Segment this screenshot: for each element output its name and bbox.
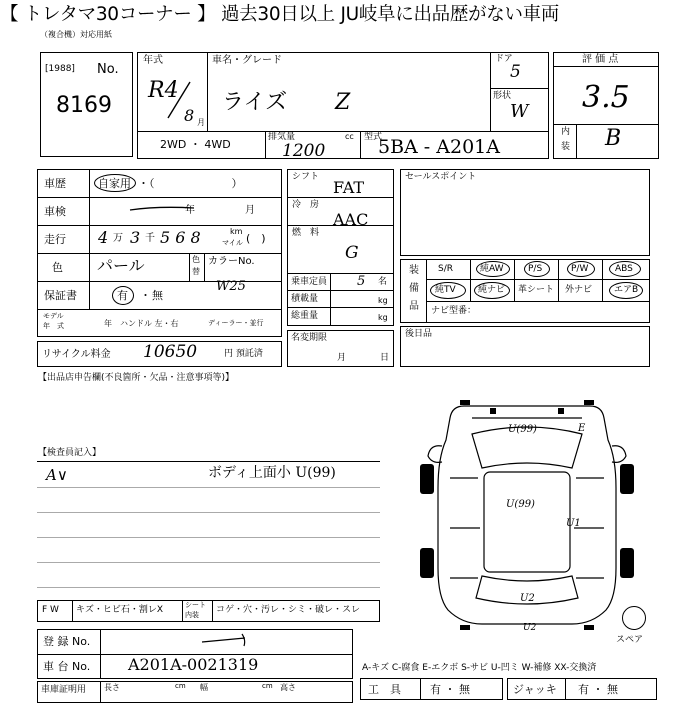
- garage-width: 幅: [200, 683, 208, 692]
- capacity-unit: 名: [378, 277, 388, 287]
- year-value: R4: [148, 78, 179, 103]
- mileage-unit-mile: マイル: [222, 239, 243, 247]
- load-label: 積載量: [291, 294, 319, 304]
- model-code-value: 5BA - A201A: [378, 136, 500, 158]
- history-value: 自家用: [98, 177, 131, 190]
- inspector-note-right: ボディ上面小 U(99): [208, 465, 336, 481]
- tools-value: 有 ・ 無: [430, 683, 470, 696]
- interior-label-1: 内: [561, 127, 571, 137]
- registration-dash: [200, 630, 260, 650]
- shift-label: シフト: [292, 172, 320, 182]
- mileage-man: 4: [98, 228, 109, 247]
- load-unit: kg: [378, 296, 388, 305]
- interior-label-2: 装: [561, 142, 571, 152]
- fw-codes: キズ・ヒビ石・割レX: [76, 605, 163, 615]
- mileage-sen: 3: [130, 228, 141, 247]
- seat-label-2: 内装: [185, 611, 199, 619]
- sales-point-box: [400, 169, 650, 256]
- car-name: ライズ: [222, 90, 288, 115]
- warranty-no: 無: [152, 289, 163, 302]
- doors-value: 5: [510, 62, 521, 82]
- color-value: パール: [97, 256, 145, 275]
- garage-length-unit: cm: [175, 682, 186, 690]
- total-weight-unit: kg: [378, 313, 388, 322]
- jack-value: 有 ・ 無: [578, 683, 618, 696]
- recycle-value: 10650: [143, 342, 198, 362]
- fuel-value: G: [345, 243, 359, 263]
- capacity-value: 5: [357, 274, 366, 289]
- inspection-label: 車検: [44, 205, 66, 218]
- displacement-unit: cc: [345, 132, 354, 141]
- history-rest: ・（ ）: [138, 177, 243, 190]
- drive-options: 2WD ・ 4WD: [160, 138, 231, 151]
- damage-mark-bottom-left: U2: [523, 623, 537, 633]
- damage-mark-u1: U1: [566, 518, 581, 529]
- inspector-note-left: A∨: [46, 466, 68, 484]
- equip-power-steering: P/S: [528, 264, 543, 274]
- lot-number: 8169: [56, 93, 112, 118]
- equip-power-windows: P/W: [571, 264, 589, 274]
- car-name-label: 車名・グレード: [212, 55, 282, 66]
- equip-alloy-wheels: 純AW: [480, 264, 504, 274]
- garage-width-unit: cm: [262, 682, 273, 690]
- tools-label: 工 具: [368, 683, 401, 696]
- equip-sunroof: S/R: [438, 264, 453, 274]
- spare-label: スペア: [616, 635, 644, 645]
- lot-label: No.: [97, 62, 119, 77]
- color-label: 色: [52, 261, 63, 274]
- inspector-label: 【検査員記入】: [38, 448, 102, 458]
- chassis-value: A201A-0021319: [128, 655, 259, 674]
- garage-height: 高さ: [280, 683, 296, 692]
- history-label: 車歴: [44, 177, 66, 190]
- equip-leather-seat: 革シート: [518, 285, 555, 295]
- garage-length: 長さ: [104, 683, 120, 692]
- damage-mark-roof: U(99): [508, 424, 537, 435]
- name-change-label: 名変期限: [291, 333, 328, 343]
- fuel-label: 燃 料: [292, 228, 320, 238]
- color-no-value: W25: [216, 279, 246, 294]
- month-unit: 月: [197, 118, 205, 127]
- seat-codes: コゲ・穴・汚レ・シミ・破レ・スレ: [216, 605, 361, 615]
- post-items-box: [400, 326, 650, 367]
- total-weight-label: 総重量: [291, 311, 319, 321]
- warranty-yes: 有: [117, 289, 128, 302]
- shape-label: 形状: [493, 91, 512, 101]
- equip-tv: 純TV: [435, 285, 456, 295]
- interior-value: B: [605, 126, 622, 151]
- mileage-sen-unit: 千: [145, 233, 155, 244]
- garage-label: 車庫証明用: [41, 685, 87, 695]
- score-label: 評 価 点: [582, 54, 619, 65]
- displacement-label: 排気量: [268, 132, 296, 142]
- year-label: 年式: [143, 55, 163, 66]
- fw-label: F W: [42, 605, 59, 615]
- doors-label: ドア: [495, 54, 513, 64]
- equip-abs: ABS: [615, 264, 633, 274]
- model-code-label: 型式: [364, 132, 383, 142]
- score-value: 3.5: [582, 80, 630, 115]
- seat-label-1: シート: [185, 601, 206, 609]
- capacity-label: 乗車定員: [291, 277, 328, 287]
- handle-options: ハンドル 左・右: [120, 319, 179, 328]
- inspection-month-unit: 月: [245, 205, 255, 216]
- equip-aftermarket-navi: 外ナビ: [565, 285, 593, 295]
- equipment-label-2: 備: [409, 283, 419, 294]
- spare-tire-icon: [622, 606, 646, 630]
- damage-mark-e: E: [578, 423, 586, 434]
- mileage-label: 走行: [44, 233, 66, 246]
- form-subnote: （複合機）対応用紙: [40, 30, 112, 39]
- model-year-label-2: 年 式: [43, 322, 64, 330]
- damage-mark-bottom: U2: [520, 593, 535, 604]
- damage-code-legend: A-キズ C-腐食 E-エクボ S-サビ U-凹ミ W-補修 XX-交換済: [362, 663, 597, 673]
- shift-value: FAT: [333, 178, 365, 197]
- dealer-options: ディーラー・並行: [208, 319, 264, 327]
- equip-navi: 純ナビ: [478, 285, 506, 295]
- mileage-unit-km: km: [230, 227, 243, 236]
- equipment-label-3: 品: [409, 301, 419, 312]
- ac-label: 冷 房: [292, 200, 320, 210]
- mileage-rest: 5 6 8: [160, 228, 201, 247]
- ac-value: AAC: [333, 210, 369, 229]
- displacement-value: 1200: [282, 141, 326, 161]
- inspection-year-unit: 年: [185, 205, 195, 216]
- model-year-unit: 年: [104, 319, 112, 328]
- equipment-label-1: 装: [409, 265, 419, 276]
- shape-value: W: [510, 101, 529, 122]
- name-change-month: 月: [337, 353, 347, 363]
- sales-point-label: セールスポイント: [405, 172, 477, 182]
- damage-mark-mid: U(99): [506, 499, 535, 510]
- lot-year-tag: [1988]: [45, 64, 75, 74]
- color-change-1: 色: [192, 255, 200, 264]
- equip-airbag: エアB: [614, 285, 639, 295]
- mileage-man-unit: 万: [113, 233, 123, 244]
- jack-label: ジャッキ: [513, 683, 557, 696]
- month-value: 8: [184, 106, 195, 125]
- name-change-day: 日: [380, 353, 390, 363]
- color-no-label: カラーNo.: [208, 256, 255, 267]
- post-items-label: 後日品: [405, 329, 433, 339]
- car-grade: Z: [335, 90, 351, 115]
- color-change-2: 替: [192, 267, 200, 276]
- registration-label: 登 録 No.: [43, 635, 91, 648]
- model-year-label-1: モデル: [43, 312, 64, 320]
- recycle-label: リサイクル料金: [42, 349, 111, 360]
- navi-model-label: ナビ型番：: [431, 306, 477, 316]
- recycle-unit: 円 預託済: [224, 349, 263, 359]
- declaration-label: 【出品店申告欄(不良箇所・欠品・注意事項等)】: [38, 373, 235, 383]
- chassis-label: 車 台 No.: [43, 660, 91, 673]
- banner-title: 【 トレタマ30コーナー 】 過去30日以上 JU岐阜に出品歴がない車両: [0, 4, 560, 25]
- warranty-label: 保証書: [44, 289, 77, 302]
